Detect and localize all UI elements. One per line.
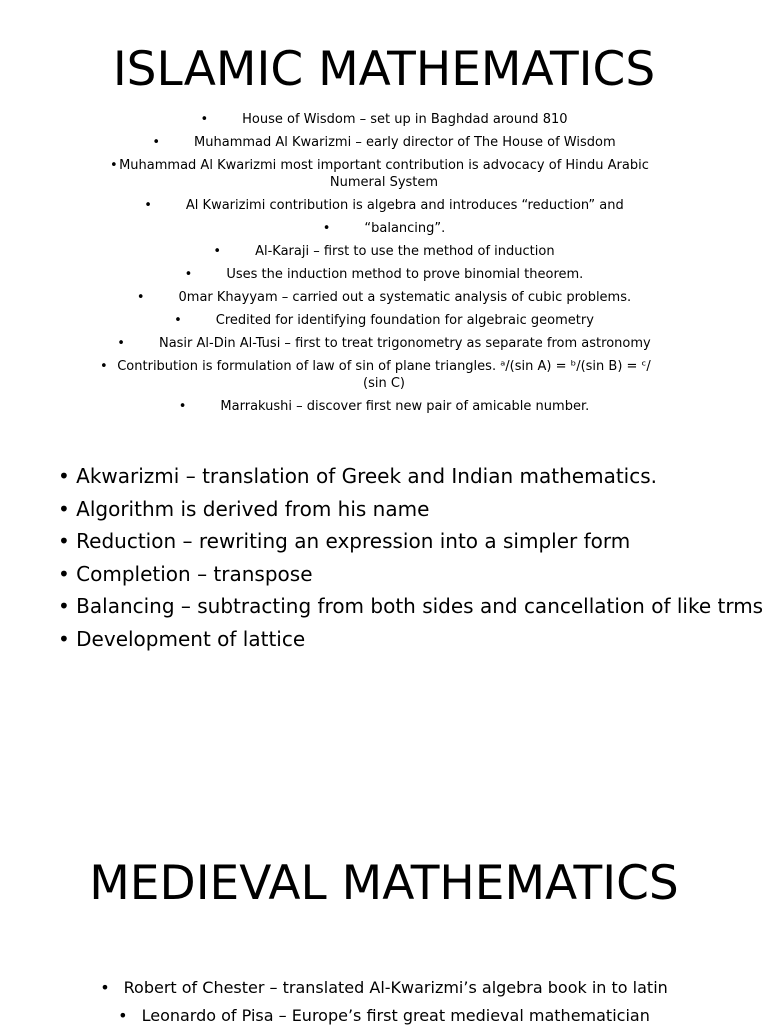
list-item: • Al-Karaji – first to use the method of induction	[213, 244, 555, 259]
list-item: • House of Wisdom – set up in Baghdad around 810	[200, 112, 568, 127]
bullet-icon: •	[144, 198, 152, 213]
bullet-icon: •	[184, 267, 193, 282]
bullet-icon: •	[178, 399, 187, 414]
bullet-icon: •	[100, 978, 110, 997]
bullet-icon: •	[174, 313, 182, 328]
bullet-icon: •	[117, 336, 125, 351]
list-item: • “balancing”.	[322, 221, 446, 236]
al-kwarizmi-list	[58, 460, 764, 655]
list-item: • Uses the induction method to prove binomial theorem.	[184, 267, 584, 282]
list-item: • Nasir Al-Din Al-Tusi – first to treat trigonometry as separate from astronomy	[117, 336, 651, 351]
bullet-icon: •	[136, 290, 145, 305]
bullet-icon: •	[322, 221, 331, 236]
bullet-icon: •	[110, 158, 118, 173]
list-item: • Robert of Chester – translated Al-Kwarizmi’s algebra book in to latin	[0, 974, 768, 1002]
list-item: • Al Kwarizimi contribution is algebra and introduces “reduction” and	[144, 198, 624, 213]
list-item: • Muhammad Al Kwarizmi most important contribution is advocacy of Hindu Arabic Numeral System	[110, 158, 649, 190]
list-item: • Akwarizmi – translation of Greek and Indian mathematics.	[58, 464, 657, 488]
bullet-icon: •	[152, 135, 161, 150]
list-item: • 0mar Khayyam – carried out a systematic analysis of cubic problems.	[136, 290, 632, 305]
list-item: • Algorithm is derived from his name	[58, 496, 430, 521]
islamic-math-list	[0, 108, 768, 418]
bullet-icon: •	[100, 359, 108, 374]
bullet-icon: •	[118, 1006, 128, 1025]
bullet-icon: •	[213, 244, 222, 259]
medieval-math-list	[0, 974, 768, 1030]
page-title: ISLAMIC MATHEMATICS	[112, 42, 656, 97]
list-item: • Balancing – subtracting from both sides and cancellation of like trms	[58, 594, 764, 618]
list-item: • Contribution is formulation of law of sin of plane triangles. ᵃ/(sin A) = ᵇ/(sin B) = ᶜ/ (sin C)	[100, 359, 651, 391]
bullet-icon: •	[200, 112, 209, 127]
list-item: • Reduction – rewriting an expression into a simpler form	[58, 529, 631, 553]
list-item: • Development of lattice	[58, 626, 306, 651]
list-item: • Marrakushi – discover first new pair of amicable number.	[178, 399, 590, 414]
list-item: • Credited for identifying foundation for algebraic geometry	[174, 313, 594, 328]
list-item: • Leonardo of Pisa – Europe’s first great medieval mathematician	[0, 1002, 768, 1030]
list-item: • Completion – transpose	[58, 561, 313, 586]
list-item: • Muhammad Al Kwarizmi – early director of The House of Wisdom	[152, 135, 616, 150]
section-title: MEDIEVAL MATHEMATICS	[89, 856, 679, 911]
